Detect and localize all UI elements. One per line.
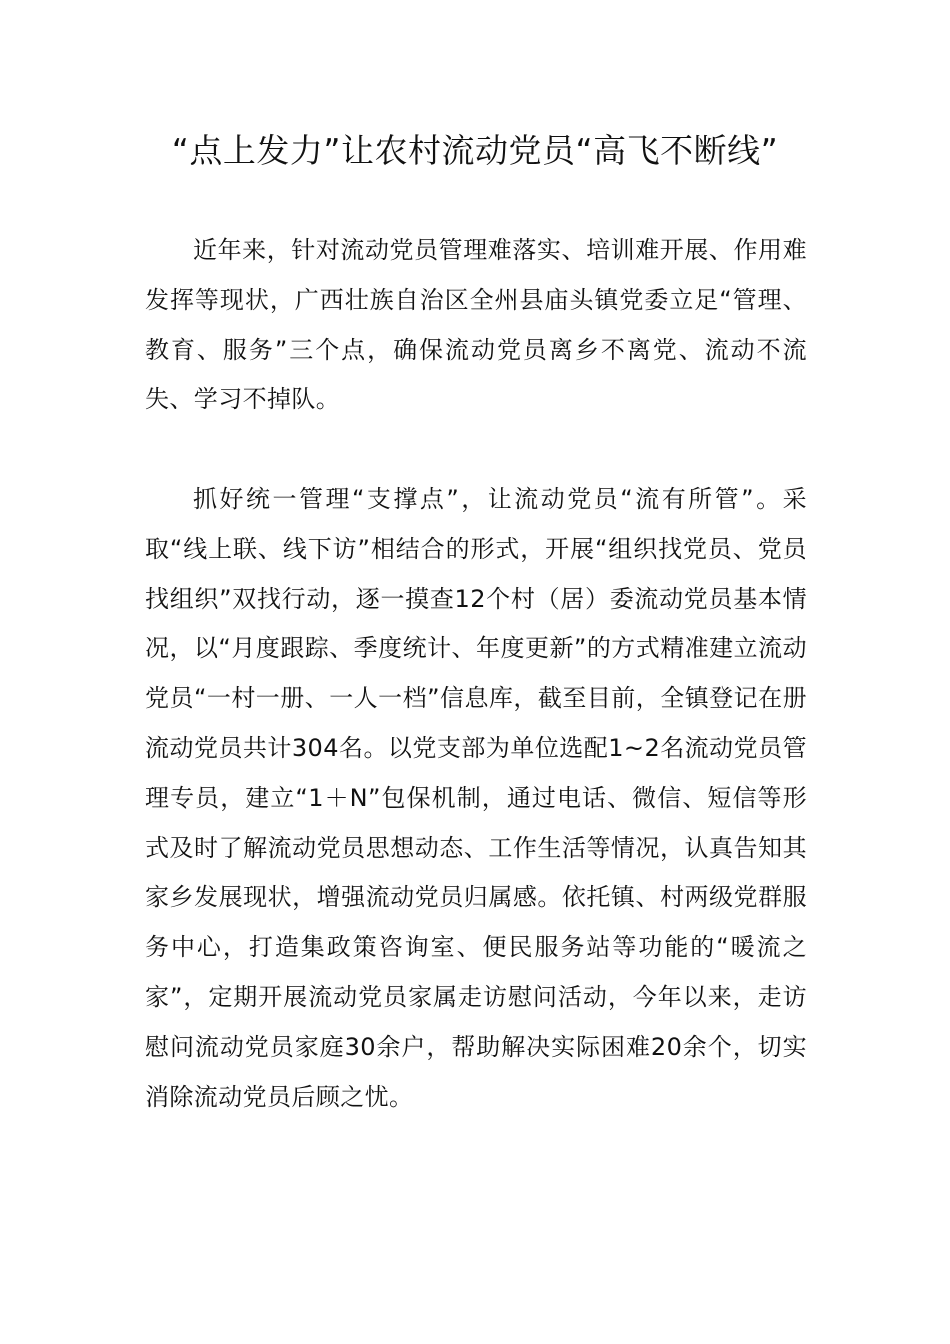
paragraph-intro: 近年来，针对流动党员管理难落实、培训难开展、作用难发挥等现状，广西壮族自治区全州县庙头镇党委立足“管理、教育、服务”三个点，确保流动党员离乡不离党、流动不流失、学习不掉队。 — [145, 236, 807, 414]
document-title: “点上发力”让农村流动党员“高飞不断线” — [171, 131, 779, 170]
paragraph-management: 抓好统一管理“支撑点”，让流动党员“流有所管”。采取“线上联、线下访”相结合的形式，开展“组织找党员、党员找组织”双找行动，逐一摸查12个村（居）委流动党员基本情况，以“月度跟踪、季度统计、年度更新”的方式精准建立流动党员“一村一册、一人一档”信息库，截至目前，全镇登记在册流动党员共计304名。以党支部为单位选配1~2名流动党员管理专员，建立“1＋N”包保机制，通过电话、微信、短信等形式及时了解流动党员思想动态、工作生活等情况，认真告知其家乡发展现状，增强流动党员归属感。依托镇、村两级党群服务中心，打造集政策咨询室、便民服务站等功能的“暖流之家”，定期开展流动党员家属走访慰问活动，今年以来，走访慰问流动党员家庭30余户，帮助解决实际困难20余个，切实消除流动党员后顾之忧。 — [145, 485, 807, 1111]
